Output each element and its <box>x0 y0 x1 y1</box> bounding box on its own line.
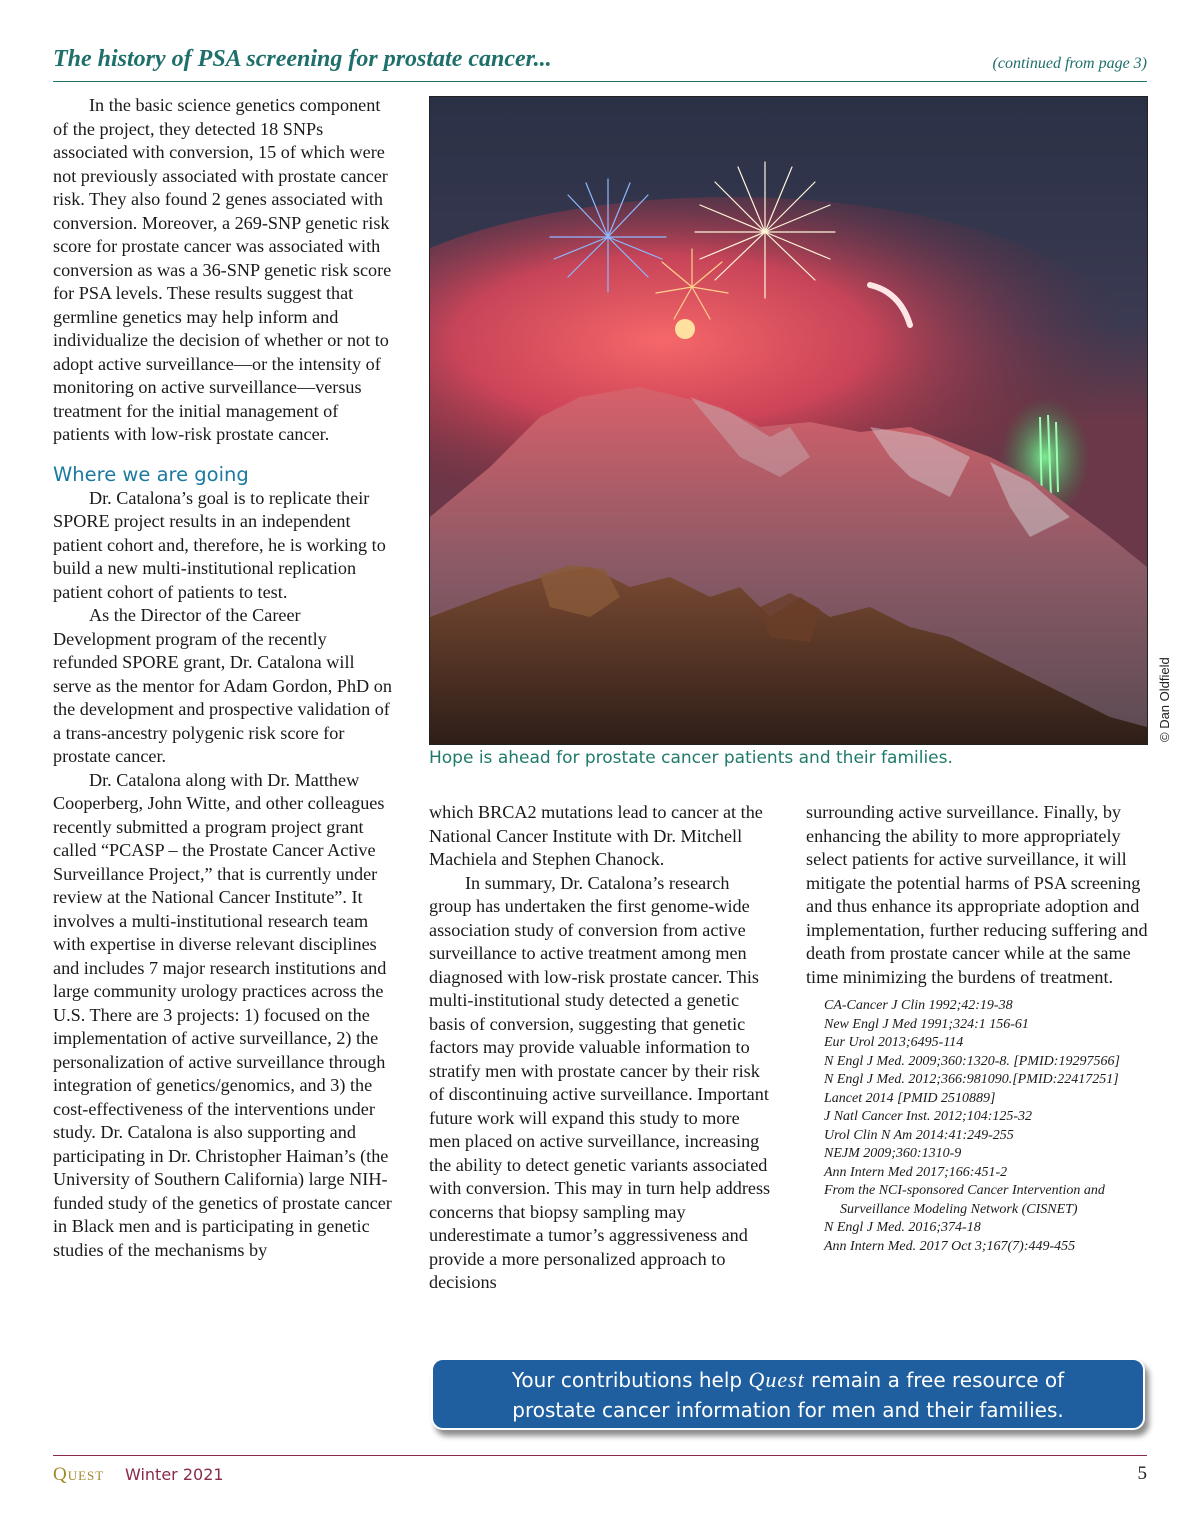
left-column <box>53 94 394 1262</box>
reference-item: Lancet 2014 [PMID 2510889] <box>824 1090 996 1106</box>
fireworks-photo <box>429 96 1148 745</box>
continued-note: (continued from page 3) <box>992 55 1147 72</box>
reference-item: Urol Clin N Am 2014:41:249-255 <box>824 1127 1014 1143</box>
reference-item: CA-Cancer J Clin 1992;42:19-38 <box>824 998 1013 1013</box>
header-divider <box>53 81 1147 82</box>
banner-line-2: prostate cancer information for men and their families. <box>512 1398 1064 1422</box>
reference-item: From the NCI-sponsored Cancer Intervention and <box>824 1183 1105 1198</box>
body-paragraph: Dr. Catalona’s goal is to replicate their SPORE project results in an independent patient cohort and, therefore, he is working to build a new multi-institutional replication patient cohort of patients to test. <box>53 487 386 602</box>
photo-caption: Hope is ahead for prostate cancer patients and their families. <box>429 748 953 768</box>
page-number: 5 <box>1137 1463 1147 1484</box>
banner-text: Your contributions help <box>511 1368 743 1392</box>
footer-issue: Winter 2021 <box>125 1465 224 1484</box>
reference-item: New Engl J Med 1991;324:1 156-61 <box>824 1016 1029 1032</box>
section-heading: Where we are going <box>53 462 249 486</box>
banner-line-1 <box>433 1365 1143 1395</box>
reference-item: NEJM 2009;360:1310-9 <box>824 1146 962 1161</box>
reference-list <box>806 997 1151 1256</box>
reference-item: Ann Intern Med 2017;166:451-2 <box>824 1164 1008 1180</box>
reference-item: Ann Intern Med. 2017 Oct 3;167(7):449-455 <box>824 1238 1076 1254</box>
banner-brand: Quest <box>748 1367 805 1392</box>
body-paragraph: which BRCA2 mutations lead to cancer at the National Cancer Institute with Dr. Mitchell Machiela and Stephen Chanock. <box>429 802 763 869</box>
donation-banner <box>431 1358 1145 1430</box>
reference-item: Eur Urol 2013;6495-114 <box>824 1035 964 1050</box>
reference-item: J Natl Cancer Inst. 2012;104:125-32 <box>824 1109 1033 1124</box>
body-paragraph: As the Director of the Career Development program of the recently refunded SPORE grant, Dr. Catalona will serve as the mentor for Adam Gordon, PhD on the development and prospective validation of a trans-ancestry polygenic risk score for prostate cancer. <box>53 605 392 766</box>
reference-item: N Engl J Med. 2012;366:981090.[PMID:22417251] <box>824 1072 1119 1087</box>
footer-brand: Quest <box>53 1464 105 1485</box>
right-column <box>806 801 1151 1256</box>
reference-item: N Engl J Med. 2016;374-18 <box>824 1220 981 1235</box>
footer-divider <box>53 1455 1147 1456</box>
banner-text: remain a free resource of <box>811 1368 1065 1392</box>
article-title: The history of PSA screening for prostate cancer... <box>53 46 552 72</box>
reference-item: N Engl J Med. 2009;360:1320-8. [PMID:19297566] <box>824 1053 1120 1069</box>
body-paragraph: Dr. Catalona along with Dr. Matthew Cooperberg, John Witte, and other colleagues recently submitted a program project grant called “PCASP – the Prostate Cancer Active Surveillance Project,” that is currently under review at the National Cancer Institute”. It involves a multi-institutional research team with expertise in diverse relevant disciplines and includes 7 major research institutions and large community urology practices across the U.S. There are 3 projects: 1) focused on the implementation of active surveillance, 2) the personalization of active surveillance through integration of genetics/genomics, and 3) the cost-effectiveness of the interventions under study. Dr. Catalona is also supporting and participating in Dr. Christopher Haiman’s (the University of Southern California) large NIH-funded study of the genetics of prostate cancer in Black men and is participating in genetic studies of the mechanisms by <box>53 769 392 1260</box>
body-paragraph: surrounding active surveillance. Finally, by enhancing the ability to more appropriately select patients for active surveillance, it will mitigate the potential harms of PSA screening and thus enhance its appropriate adoption and implementation, further reducing suffering and death from prostate cancer while at the same time minimizing the burdens of treatment. <box>806 802 1148 987</box>
photo-credit: © Dan Oldfield <box>1157 657 1172 742</box>
body-paragraph: In the basic science genetics component of the project, they detected 18 SNPs associated with conversion, 15 of which were not previously associated with prostate cancer risk. They also found 2 genes associated with conversion. Moreover, a 269-SNP genetic risk score for prostate cancer was associated with conversion as was a 36-SNP genetic risk score for PSA levels. These results suggest that germline genetics may help inform and individualize the decision of whether or not to adopt active surveillance—or the intensity of monitoring on active surveillance—versus treatment for the initial management of patients with low-risk prostate cancer. <box>53 95 392 444</box>
body-paragraph: In summary, Dr. Catalona’s research group has undertaken the first genome-wide association study of conversion from active surveillance to active treatment among men diagnosed with low-risk prostate cancer. This multi-institutional study detected a genetic basis of conversion, suggesting that genetic factors may provide valuable information to stratify men with prostate cancer by their risk of discontinuing active surveillance. Important future work will expand this study to more men placed on active surveillance, increasing the ability to detect genetic variants associated with conversion. This may in turn help address concerns that biopsy sampling may underestimate a tumor’s aggressiveness and provide a more personalized approach to decisions <box>429 872 771 1292</box>
reference-item: Surveillance Modeling Network (CISNET) <box>840 1201 1078 1217</box>
middle-column <box>429 801 774 1295</box>
